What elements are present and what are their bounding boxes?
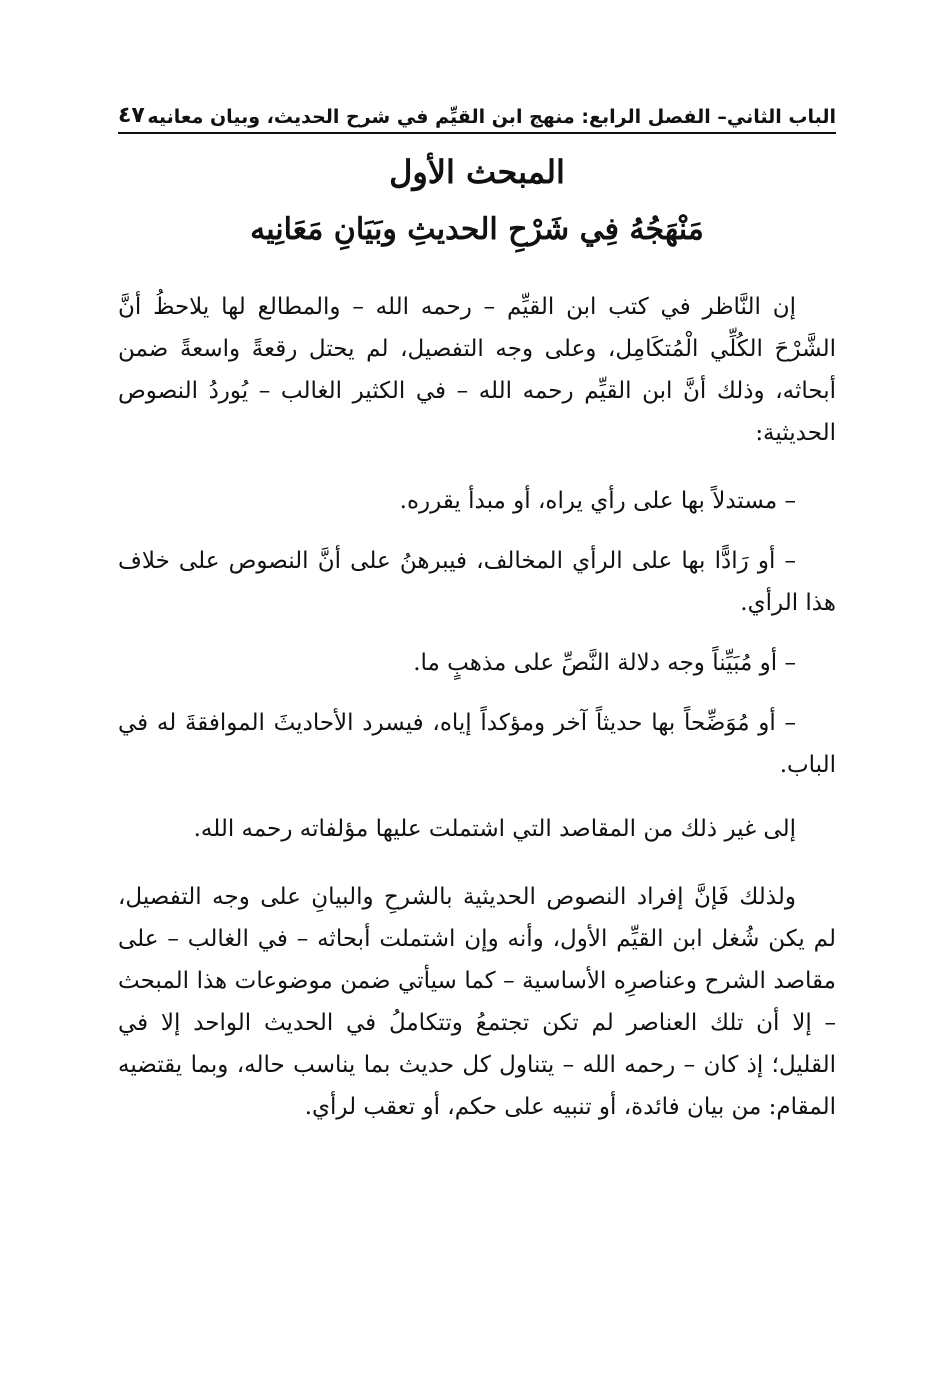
header-title: الباب الثاني– الفصل الرابع: منهج ابن القيِّم في شرح الحديث، وبيان معانيه: [147, 106, 836, 128]
section-title: المبحث الأول: [389, 153, 565, 191]
list-item-1: – مستدلاً بها على رأي يراه، أو مبدأ يقرره.: [399, 488, 796, 514]
page-number: ٤٧: [118, 103, 145, 128]
paragraph-main: ولذلك فَإنَّ إفراد النصوص الحديثية بالشرحِ والبيانِ على وجه التفصيل، لم يكن شُغل ابن القيِّم الأول، وأنه وإن اشتملت أبحاثه – في الغالب – على مقاصد الشرح وعناصرِه الأساسية – كما سيأتي ضمن موضوعات هذا المبحث – إلا أن تلك العناصر لم تكن تجتمعُ وتتكاملُ في الحديث الواحد إلا في القليل؛ إذ كان – رحمه الله – يتناول كل حديث بما يناسب حاله، وبما يقتضيه المقام: من بيان فائدة، أو تنبيه على حكم، أو تعقب لرأي.: [118, 884, 836, 1120]
paragraph-intro: إن النَّاظر في كتب ابن القيِّم – رحمه الله – والمطالع لها يلاحظُ أنَّ الشَّرْحَ الكُلِّي الْمُتكَامِل، وعلى وجه التفصيل، لم يحتل رقعةً واسعةً ضمن أبحاثه، وذلك أنَّ ابن القيِّم رحمه الله – في الكثير الغالب – يُوردُ النصوص الحديثية:: [118, 294, 837, 446]
list-item-2: – أو رَادًّا بها على الرأي المخالف، فيبرهنُ على أنَّ النصوص على خلاف هذا الرأي.: [118, 548, 836, 616]
body-text: [118, 286, 836, 1128]
list-item-4: – أو مُوَضِّحاً بها حديثاً آخر ومؤكداً إياه، فيسرد الأحاديثَ الموافقةَ له في الباب.: [118, 710, 836, 778]
section-subtitle: مَنْهَجُهُ فِي شَرْحِ الحديثِ وبَيَانِ مَعَانِيه: [250, 212, 704, 247]
paragraph-conclusion: إلى غير ذلك من المقاصد التي اشتملت عليها مؤلفاته رحمه الله.: [193, 816, 796, 842]
running-header: [118, 98, 836, 134]
list-item-3: – أو مُبَيِّناً وجه دلالة النَّصِّ على مذهبٍ ما.: [413, 650, 796, 676]
